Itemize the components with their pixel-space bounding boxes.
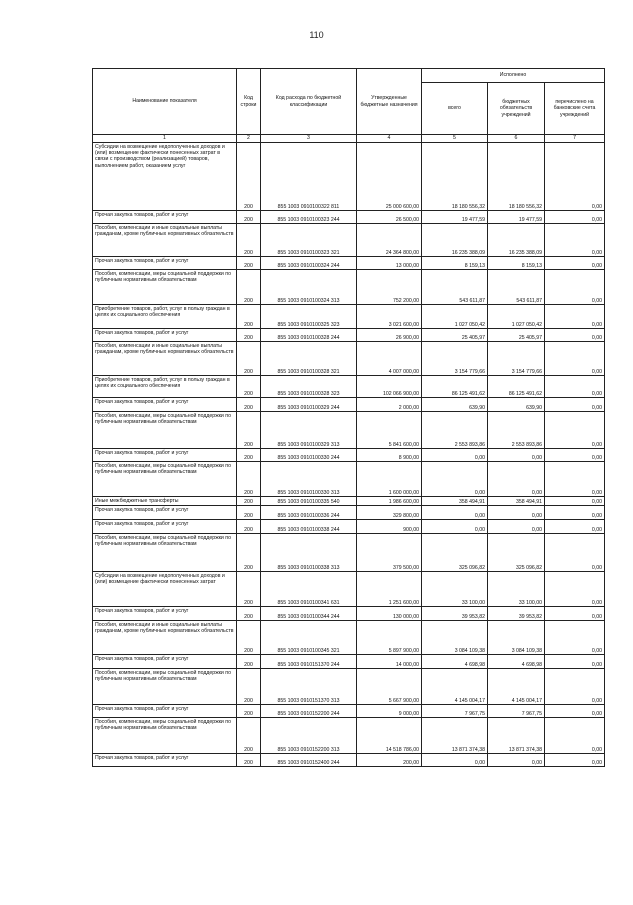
executed-total: 8 159,13 [422,257,488,270]
classification-code: 855 1003 0910152200 244 [261,705,357,718]
executed-total: 4 145 004,17 [422,669,488,705]
row-name: Прочая закупка товаров, работ и услуг [93,754,237,767]
approved-amount: 1 251 600,00 [357,572,422,607]
executed-budget: 543 611,87 [488,270,545,305]
executed-transferred: 0,00 [545,718,605,754]
column-number: 5 [422,135,488,143]
row-code: 200 [237,534,261,572]
classification-code: 855 1003 0910152200 313 [261,718,357,754]
row-code: 200 [237,669,261,705]
executed-budget: 0,00 [488,449,545,462]
table-row [93,305,605,329]
table-row [93,506,605,520]
header-transferred: перечислено на банковские счета учреждений [545,83,605,135]
row-code: 200 [237,449,261,462]
row-name: Пособия, компенсации, меры социальной поддержки по публичным нормативным обязательствам [93,270,237,305]
executed-budget: 358 494,91 [488,497,545,506]
approved-amount: 200,00 [357,754,422,767]
classification-code: 855 1003 0910100323 244 [261,211,357,224]
classification-code: 855 1003 0910100323 321 [261,224,357,257]
row-code: 200 [237,655,261,669]
row-name: Прочая закупка товаров, работ и услуг [93,211,237,224]
executed-transferred: 0,00 [545,754,605,767]
approved-amount: 25 000 600,00 [357,143,422,211]
executed-budget: 0,00 [488,754,545,767]
row-name: Прочая закупка товаров, работ и услуг [93,398,237,412]
approved-amount: 752 200,00 [357,270,422,305]
header-classification: Код расхода по бюджетной классификации [261,69,357,135]
row-code: 200 [237,520,261,534]
table-row [93,270,605,305]
table-row [93,224,605,257]
row-code: 200 [237,621,261,655]
row-code: 200 [237,398,261,412]
executed-total: 325 096,82 [422,534,488,572]
table-row [93,534,605,572]
executed-transferred: 0,00 [545,305,605,329]
table-row [93,607,605,621]
executed-total: 0,00 [422,449,488,462]
row-name: Пособия, компенсации, меры социальной поддержки по публичным нормативным обязательствам [93,669,237,705]
page-number: 110 [309,30,324,40]
table-row [93,211,605,224]
table-row [93,329,605,342]
table-body [93,143,605,767]
approved-amount: 130 000,00 [357,607,422,621]
executed-total: 2 553 893,86 [422,412,488,449]
executed-transferred: 0,00 [545,412,605,449]
executed-total: 3 084 109,38 [422,621,488,655]
table-row [93,376,605,398]
executed-transferred: 0,00 [545,520,605,534]
table-row [93,520,605,534]
executed-transferred: 0,00 [545,462,605,497]
executed-total: 7 967,75 [422,705,488,718]
column-number: 7 [545,135,605,143]
executed-total: 0,00 [422,462,488,497]
executed-transferred: 0,00 [545,506,605,520]
row-code: 200 [237,497,261,506]
executed-total: 4 698,98 [422,655,488,669]
classification-code: 855 1003 0910100330 313 [261,462,357,497]
executed-total: 0,00 [422,754,488,767]
classification-code: 855 1003 0910100328 323 [261,376,357,398]
executed-budget: 39 953,82 [488,607,545,621]
row-name: Субсидии на возмещение недополученных доходов и (или) возмещение фактически понесенных затрат [93,572,237,607]
classification-code: 855 1003 0910100344 244 [261,607,357,621]
row-code: 200 [237,607,261,621]
classification-code: 855 1003 0910100322 811 [261,143,357,211]
executed-budget: 3 084 109,38 [488,621,545,655]
executed-budget: 325 096,82 [488,534,545,572]
approved-amount: 24 364 800,00 [357,224,422,257]
row-name: Иные межбюджетные трансферты [93,497,237,506]
row-code: 200 [237,329,261,342]
table-row [93,143,605,211]
executed-budget: 1 027 050,42 [488,305,545,329]
row-code: 200 [237,211,261,224]
row-code: 200 [237,506,261,520]
approved-amount: 14 000,00 [357,655,422,669]
header-budget-institutions: бюджетных обязательств учреждений [488,83,545,135]
header-name: Наименование показателя [93,69,237,135]
approved-amount: 26 900,00 [357,329,422,342]
executed-transferred: 0,00 [545,376,605,398]
approved-amount: 5 667 900,00 [357,669,422,705]
approved-amount: 3 021 600,00 [357,305,422,329]
executed-total: 358 494,91 [422,497,488,506]
row-code: 200 [237,224,261,257]
row-name: Прочая закупка товаров, работ и услуг [93,329,237,342]
executed-transferred: 0,00 [545,342,605,376]
row-name: Приобретение товаров, работ, услуг в пользу граждан в целях их социального обеспечения [93,376,237,398]
classification-code: 855 1003 0910100329 313 [261,412,357,449]
executed-budget: 16 235 388,09 [488,224,545,257]
executed-transferred: 0,00 [545,398,605,412]
header-executed: Исполнено [422,69,605,83]
budget-execution-table [92,68,605,767]
row-name: Субсидии на возмещение недополученных доходов и (или) возмещение фактически понесенных затрат в связи с производством (реализацией) товаров, выполнением работ, оказанием услуг [93,143,237,211]
approved-amount: 900,00 [357,520,422,534]
table-row [93,754,605,767]
classification-code: 855 1003 0910151370 244 [261,655,357,669]
row-code: 200 [237,270,261,305]
classification-code: 855 1003 0910100335 540 [261,497,357,506]
row-name: Прочая закупка товаров, работ и услуг [93,257,237,270]
report-table-wrapper [92,68,605,767]
row-code: 200 [237,462,261,497]
classification-code: 855 1003 0910100330 244 [261,449,357,462]
executed-budget: 4 698,98 [488,655,545,669]
table-row [93,257,605,270]
executed-transferred: 0,00 [545,143,605,211]
row-code: 200 [237,257,261,270]
executed-total: 39 953,82 [422,607,488,621]
executed-total: 3 154 779,66 [422,342,488,376]
executed-transferred: 0,00 [545,270,605,305]
row-name: Прочая закупка товаров, работ и услуг [93,449,237,462]
executed-total: 86 125 491,62 [422,376,488,398]
executed-transferred: 0,00 [545,449,605,462]
approved-amount: 1 600 000,00 [357,462,422,497]
classification-code: 855 1003 0910100328 244 [261,329,357,342]
executed-total: 0,00 [422,506,488,520]
row-name: Пособия, компенсации, меры социальной поддержки по публичным нормативным обязательствам [93,412,237,449]
column-number: 1 [93,135,237,143]
table-row [93,412,605,449]
classification-code: 855 1003 0910100341 631 [261,572,357,607]
executed-budget: 19 477,59 [488,211,545,224]
executed-total: 13 871 374,38 [422,718,488,754]
executed-transferred: 0,00 [545,257,605,270]
executed-total: 18 180 556,32 [422,143,488,211]
executed-total: 543 611,87 [422,270,488,305]
row-code: 200 [237,718,261,754]
approved-amount: 13 000,00 [357,257,422,270]
executed-transferred: 0,00 [545,211,605,224]
column-number-row [93,135,605,143]
approved-amount: 5 841 600,00 [357,412,422,449]
approved-amount: 9 000,00 [357,705,422,718]
row-code: 200 [237,572,261,607]
approved-amount: 5 897 900,00 [357,621,422,655]
approved-amount: 329 800,00 [357,506,422,520]
table-row [93,462,605,497]
executed-total: 0,00 [422,520,488,534]
classification-code: 855 1003 0910100336 244 [261,506,357,520]
row-code: 200 [237,754,261,767]
classification-code: 855 1003 0910100324 313 [261,270,357,305]
table-header [93,69,605,143]
row-name: Пособия, компенсации и иные социальные выплаты гражданам, кроме публичных нормативных обязательств [93,224,237,257]
executed-budget: 8 159,13 [488,257,545,270]
header-total: всего [422,83,488,135]
executed-transferred: 0,00 [545,669,605,705]
executed-budget: 0,00 [488,506,545,520]
column-number: 2 [237,135,261,143]
column-number: 3 [261,135,357,143]
executed-total: 19 477,59 [422,211,488,224]
row-code: 200 [237,376,261,398]
classification-code: 855 1003 0910100338 313 [261,534,357,572]
classification-code: 855 1003 0910100328 321 [261,342,357,376]
row-code: 200 [237,143,261,211]
header-approved: Утвержденные бюджетные назначения [357,69,422,135]
executed-budget: 4 145 004,17 [488,669,545,705]
executed-budget: 0,00 [488,520,545,534]
row-name: Пособия, компенсации, меры социальной поддержки по публичным нормативным обязательствам [93,462,237,497]
approved-amount: 8 900,00 [357,449,422,462]
row-name: Пособия, компенсации и иные социальные выплаты гражданам, кроме публичных нормативных обязательств [93,342,237,376]
classification-code: 855 1003 0910100338 244 [261,520,357,534]
executed-transferred: 0,00 [545,705,605,718]
row-name: Приобретение товаров, работ, услуг в пользу граждан в целях их социального обеспечения [93,305,237,329]
table-row [93,342,605,376]
row-code: 200 [237,705,261,718]
table-row [93,655,605,669]
row-code: 200 [237,342,261,376]
executed-budget: 13 871 374,38 [488,718,545,754]
header-row-code: Код строки [237,69,261,135]
executed-transferred: 0,00 [545,224,605,257]
column-number: 6 [488,135,545,143]
executed-total: 639,90 [422,398,488,412]
row-name: Пособия, компенсации, меры социальной поддержки по публичным нормативным обязательствам [93,718,237,754]
executed-budget: 0,00 [488,462,545,497]
executed-budget: 2 553 893,86 [488,412,545,449]
classification-code: 855 1003 0910151370 313 [261,669,357,705]
row-name: Прочая закупка товаров, работ и услуг [93,607,237,621]
table-row [93,398,605,412]
executed-budget: 639,90 [488,398,545,412]
executed-transferred: 0,00 [545,655,605,669]
table-row [93,449,605,462]
executed-budget: 18 180 556,32 [488,143,545,211]
executed-transferred: 0,00 [545,621,605,655]
executed-total: 1 027 050,42 [422,305,488,329]
approved-amount: 1 986 600,00 [357,497,422,506]
table-row [93,621,605,655]
row-name: Пособия, компенсации и иные социальные выплаты гражданам, кроме публичных нормативных обязательств [93,621,237,655]
classification-code: 855 1003 0910100325 323 [261,305,357,329]
executed-budget: 33 100,00 [488,572,545,607]
executed-budget: 3 154 779,66 [488,342,545,376]
classification-code: 855 1003 0910100329 244 [261,398,357,412]
approved-amount: 14 518 786,00 [357,718,422,754]
executed-total: 16 235 388,09 [422,224,488,257]
executed-budget: 7 967,75 [488,705,545,718]
classification-code: 855 1003 0910100324 244 [261,257,357,270]
executed-transferred: 0,00 [545,534,605,572]
table-row [93,572,605,607]
classification-code: 855 1003 0910100345 321 [261,621,357,655]
approved-amount: 4 007 000,00 [357,342,422,376]
column-number: 4 [357,135,422,143]
row-name: Прочая закупка товаров, работ и услуг [93,506,237,520]
executed-budget: 25 405,97 [488,329,545,342]
row-code: 200 [237,412,261,449]
executed-transferred: 0,00 [545,329,605,342]
row-name: Прочая закупка товаров, работ и услуг [93,655,237,669]
classification-code: 855 1003 0910152400 244 [261,754,357,767]
executed-transferred: 0,00 [545,497,605,506]
approved-amount: 379 500,00 [357,534,422,572]
row-code: 200 [237,305,261,329]
table-row [93,669,605,705]
executed-transferred: 0,00 [545,607,605,621]
row-name: Прочая закупка товаров, работ и услуг [93,520,237,534]
approved-amount: 2 000,00 [357,398,422,412]
row-name: Пособия, компенсации, меры социальной поддержки по публичным нормативным обязательствам [93,534,237,572]
executed-budget: 86 125 491,62 [488,376,545,398]
approved-amount: 102 066 900,00 [357,376,422,398]
executed-total: 25 405,97 [422,329,488,342]
row-name: Прочая закупка товаров, работ и услуг [93,705,237,718]
table-row [93,718,605,754]
approved-amount: 26 500,00 [357,211,422,224]
executed-total: 33 100,00 [422,572,488,607]
table-row [93,705,605,718]
table-row [93,497,605,506]
executed-transferred: 0,00 [545,572,605,607]
